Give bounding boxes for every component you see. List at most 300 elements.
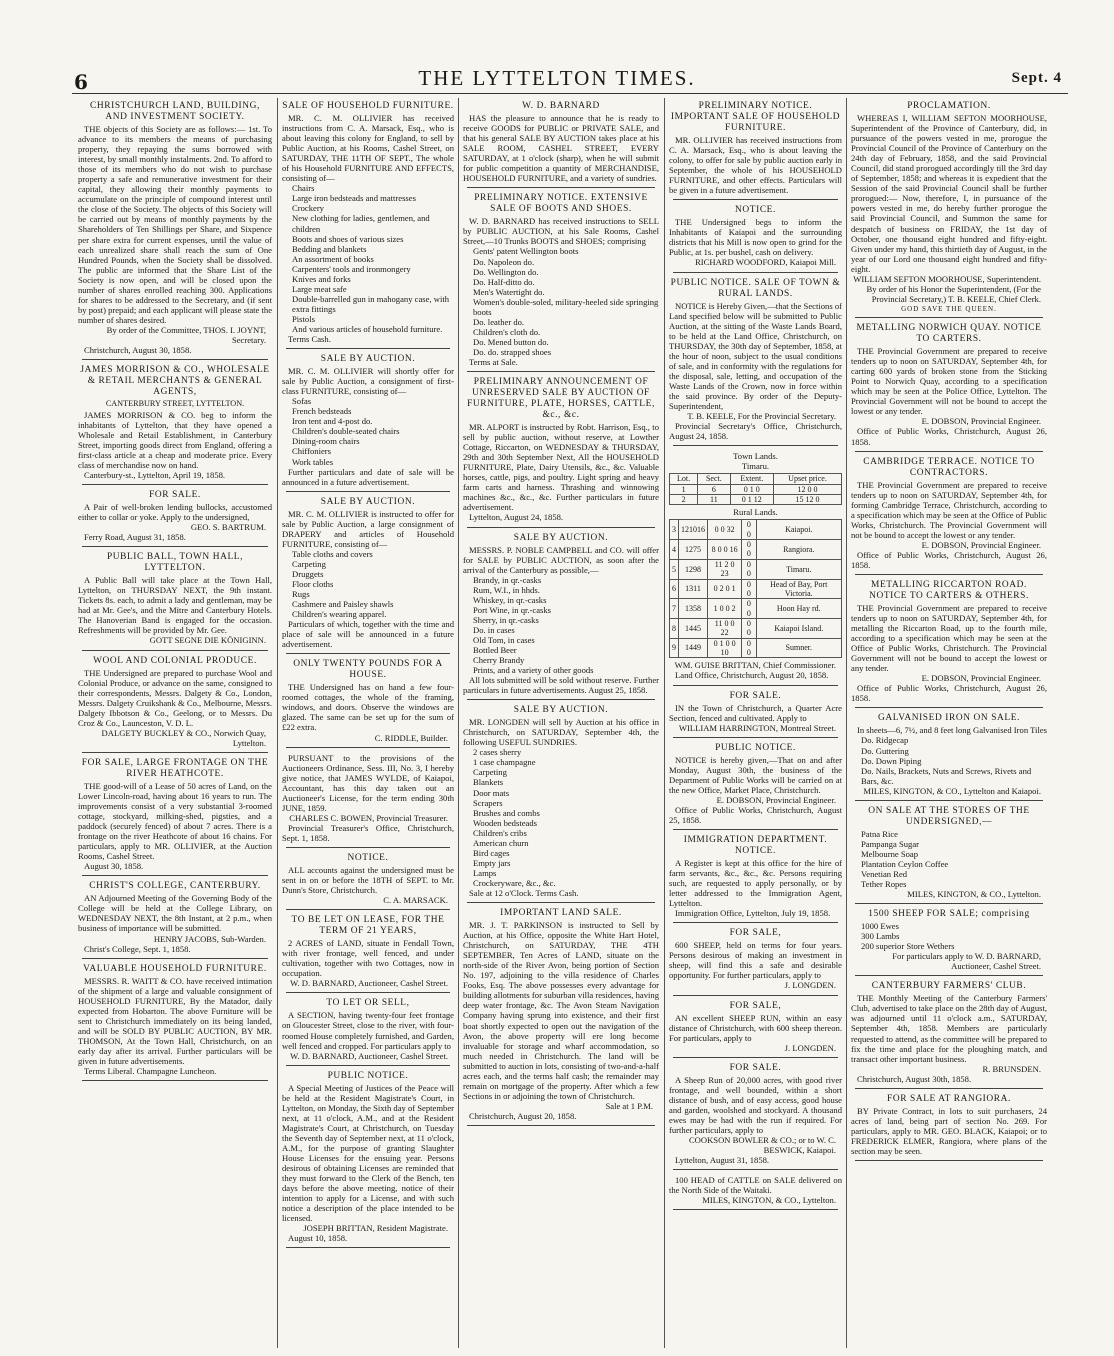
list-item: Bird cages (473, 847, 510, 858)
list-item: Women's double-soled, military-heeled side springing boots (473, 296, 659, 317)
ad-heading: WOOL AND COLONIAL PRODUCE. (93, 655, 257, 666)
ad-signature: J. LONGDEN. (784, 980, 836, 991)
ad-body: HAS the pleasure to announce that he is ready to receive GOODS for PUBLIC or PRIVATE SALE, and that his general SALE BY AUCTION takes place at his SALE ROOM, CASHEL STREET, EVERY SATURDAY, at 1 o'clock (sharp), when he will submit for public competition a quantity of MERCHANDISE, HOUSEHOLD FURNITURE, and a variety of sundries. (463, 113, 659, 184)
list-item: Blankets (473, 777, 504, 788)
ad-heading: CHRISTCHURCH LAND, BUILDING, AND INVESTMENT SOCIETY. (90, 101, 260, 122)
advertisement (851, 806, 1047, 899)
ad-heading: TO BE LET ON LEASE, FOR THE TERM OF 21 YEARS, (291, 915, 445, 937)
ad-heading: PROCLAMATION. (907, 101, 991, 111)
table-cell: 0 0 32 (708, 520, 742, 540)
advertisement (78, 758, 272, 871)
list-item: Druggets (292, 568, 324, 579)
ad-signature: C. A. MARSACK. (383, 895, 448, 906)
table-row (670, 579, 842, 599)
table-row (670, 520, 842, 540)
column-4 (669, 100, 842, 1350)
list-item: Large iron bedsteads and mattresses (292, 193, 416, 204)
list-item: Port Wine, in qr.-casks (473, 604, 552, 615)
ad-signature: E. DOBSON, Provincial Engineer. (921, 539, 1041, 550)
list-item: Work tables (292, 456, 334, 467)
ad-separator (286, 909, 450, 910)
table-cell: Rangiora. (756, 540, 841, 560)
ad-footer: Office of Public Works, Christchurch, August 26, 1858. (851, 549, 1047, 570)
table-cell: 1275 (679, 540, 708, 560)
ad-footer: Christchurch, August 30, 1858. (84, 345, 192, 356)
ad-footer: Lyttelton, August 24, 1858. (469, 512, 564, 523)
list-item: Cashmere and Paisley shawls (292, 599, 394, 610)
list-item: Carpeting (292, 558, 326, 569)
table-cell: 5 (670, 559, 679, 579)
ad-item-list (282, 183, 454, 334)
table-header: Sect. (698, 474, 730, 484)
list-item: Knives and forks (292, 273, 351, 284)
ad-separator (855, 451, 1043, 452)
advertisement (851, 580, 1047, 703)
page-number: 6 (74, 70, 88, 94)
table-cell: 11 (698, 494, 730, 504)
list-item: Empty jars (473, 857, 511, 868)
ad-separator (82, 484, 268, 485)
column-1 (78, 100, 272, 1350)
list-item: New clothing for ladies, gentlemen, and children (292, 213, 430, 234)
ad-separator (286, 1247, 450, 1248)
list-item: Cherry Brandy (473, 655, 525, 666)
ad-separator (673, 1057, 838, 1058)
ad-signature: E. DOBSON, Provincial Engineer. (716, 794, 836, 805)
ad-body: In sheets—6, 7½, and 8 feet long Galvanised Iron Tiles (857, 725, 1047, 736)
ad-heading: FOR SALE, (729, 928, 782, 939)
ad-separator (855, 574, 1043, 575)
ad-signature: Sale at 1 P.M. (605, 1100, 653, 1111)
ad-signature: E. DOBSON, Provincial Engineer. (921, 416, 1041, 427)
advertisement (78, 964, 272, 1076)
ad-footer: August 30, 1858. (84, 861, 144, 872)
list-item: Children's cribs (473, 827, 527, 838)
list-item: Men's Watertight do. (473, 286, 545, 297)
list-item: Rugs (292, 589, 310, 600)
table-row (670, 618, 842, 638)
ad-footer: Further particulars and date of sale will be announced in a future advertisement. (282, 466, 454, 487)
ad-heading: CANTERBURY FARMERS' CLUB. (871, 981, 1027, 992)
town-lands-table (669, 473, 842, 505)
table-cell: 3 (670, 520, 679, 540)
list-item: Tether Ropes (861, 879, 907, 889)
ad-signature: JOSEPH BRITTAN, Resident Magistrate. (303, 1223, 448, 1234)
ad-signature: DALGETY BUCKLEY & CO., Norwich Quay, Lyttelton. (101, 727, 266, 748)
advertisement (78, 881, 272, 953)
ad-footer: August 10, 1858. (288, 1233, 348, 1244)
ad-body: NOTICE is Hereby Given,—that the Sections of Land specified below will be submitted to Public Auction, at the sitting of the Waste Lands Board, to be held at the Land Office, Christchurch, on THURSDAY, the 30th day of September, 1858, at the hour of noon, subject to the usual conditions of sale, and in conformity with the regulations for the disposal, sale, letting, and occupation of the Waste Lands of the Crown, now in force within the said province. By order of the Deputy-Superintendent, (669, 300, 842, 411)
table-cell: 0 2 0 1 (708, 579, 742, 599)
column-divider (846, 98, 847, 1348)
ad-heading: METALLING RICCARTON ROAD. NOTICE TO CARTERS & OTHERS. (869, 579, 1029, 601)
list-item: Bottled Beer (473, 644, 517, 655)
column-divider (277, 98, 278, 1348)
ad-footer: Immigration Office, Lyttelton, July 19, 1858. (675, 908, 831, 919)
table-cell: 0 0 (742, 638, 756, 658)
ad-separator (467, 699, 655, 700)
ad-separator (82, 875, 268, 876)
ad-heading: PUBLIC NOTICE. (715, 742, 796, 753)
ad-subheading: CANTERBURY STREET, LYTTELTON. (105, 399, 245, 409)
list-item: Do. Mened button do. (473, 336, 549, 347)
ad-separator (467, 527, 655, 528)
ad-body: W. D. BARNARD has received instructions to SELL by PUBLIC AUCTION, at his Sale Rooms, Cashel Street,—10 Trunks BOOTS and SHOES; comprising (463, 216, 659, 247)
list-item: American churn (473, 837, 529, 848)
ad-heading: FOR SALE. (149, 490, 201, 500)
ad-separator (286, 491, 450, 492)
list-item: Melbourne Soap (861, 848, 919, 859)
ad-body: BY Private Contract, in lots to suit purchasers, 24 acres of land, being part of section No. 269. For particulars, apply to MR. GEO. BLACK, Kaiapoi; or to FREDERICK ELMER, Rangiora, where plans of the section may be seen. (851, 1105, 1047, 1156)
ad-heading: PRELIMINARY ANNOUNCEMENT OF UNRESERVED SALE BY AUCTION OF FURNITURE, PLATE, HORSES, CATTLE, &c., &c. (467, 377, 655, 421)
advertisement (282, 354, 454, 487)
ad-heading: FOR SALE. (729, 1062, 782, 1073)
ad-heading: SALE BY AUCTION. (320, 496, 416, 507)
ad-footer: Christchurch, August 20, 1858. (469, 1110, 577, 1121)
list-item: Chiffoniers (292, 446, 331, 457)
ad-heading: FOR SALE, (729, 1000, 782, 1011)
ad-body: THE Undersigned begs to inform the Inhabitants of Kaiapoi and the surrounding districts that his Mill is now open to grind for the Public, at 1s. per bushel, cash on delivery. (669, 217, 842, 258)
ad-body: AN Adjourned Meeting of the Governing Body of the College will be held at the College Library, on WEDNESDAY NEXT, the 8th Instant, at 2 p.m., when business of importance will be submitted. (78, 893, 272, 934)
advertisement (463, 533, 659, 696)
ad-separator (82, 359, 268, 360)
table-row (670, 494, 842, 504)
ad-separator (82, 546, 268, 547)
ad-signature: T. B. KEELE, For the Provincial Secretary. (687, 411, 836, 422)
ad-body: MR. C. M. OLLIVIER has received instructions from C. A. Marsack, Esq., who is about leaving this colony for England, to sell by Public Auction, at his Rooms, Cashel Street, on SATURDAY, THE 11TH OF SEPT., The whole of his Household FURNITURE AND EFFECTS, consisting of— (282, 113, 454, 184)
ad-separator (467, 1125, 655, 1126)
ad-heading: 1500 SHEEP FOR SALE; comprising (868, 909, 1030, 920)
ad-heading: FOR SALE AT RANGIORA. (887, 1093, 1011, 1104)
ad-body: MESSRS. R. WAITT & CO. have received intimation of the shipment of a large and valuable consignment of HOUSEHOLD FURNITURE, By the Matador, daily expected from Hobarton. The above Furniture will be sent to Christchurch immediately on its being landed, and will be SOLD BY PUBLIC AUCTION, BY MR. THOMSON, At the Town Hall, Christchurch, on an early day after its arrival. Further particulars will be given in future advertisements. (78, 975, 272, 1066)
advertisement (669, 928, 842, 990)
ad-signature: W. D. BARNARD, Auctioneer, Cashel Street. (290, 978, 448, 989)
ad-separator (855, 1160, 1043, 1161)
table-row (670, 540, 842, 560)
ad-separator (673, 922, 838, 923)
list-item: Old Tom, in cases (473, 634, 535, 645)
table-title: Town Lands. (733, 451, 778, 462)
ad-footer: Sale at 12 o'Clock. Terms Cash. (469, 888, 579, 898)
ad-separator (673, 199, 838, 200)
list-item: 1 case champagne (473, 757, 536, 768)
ad-signature: By order of the Committee, THOS. I. JOYNT, Secretary. (106, 324, 266, 345)
list-item: 1000 Ewes (861, 921, 899, 932)
ad-separator (855, 903, 1043, 904)
list-item: Table cloths and covers (292, 548, 373, 559)
ad-body: MR. LONGDEN will sell by Auction at his office in Christchurch, on SATURDAY, September 4th, the following USEFUL SUNDRIES. (463, 717, 659, 748)
list-item: Sofas (292, 396, 312, 407)
list-item: Double-barrelled gun in mahogany case, with extra fittings (292, 293, 450, 314)
table-cell: 2 (670, 494, 698, 504)
advertisement (282, 101, 454, 344)
list-item: Do. leather do. (473, 316, 525, 327)
list-item: Carpeting (473, 767, 507, 778)
ad-body: ALL accounts against the undersigned must be sent in on or before the 18TH of SEPT. to Mr. Dunn's Store, Christchurch. (282, 865, 454, 896)
ad-item-list (282, 549, 454, 619)
list-item: Children's cloth do. (473, 326, 541, 337)
table-header: Extent. (730, 474, 773, 484)
advertisement (78, 656, 272, 748)
ad-separator (82, 752, 268, 753)
list-item: An assortment of books (292, 253, 374, 264)
ad-signature: GEO. S. BARTRUM. (190, 522, 266, 533)
ad-footer: Land Office, Christchurch, August 20, 1858. (675, 670, 829, 681)
advertisement (851, 981, 1047, 1083)
ad-signature: R. BRUNSDEN. (982, 1063, 1041, 1074)
ad-separator (286, 992, 450, 993)
ad-signature: WILLIAM SEFTON MOORHOUSE, Superintendent. By order of his Honor the Superintendent, (For the Provincial Secretary,) T. B. KEELE, Chief Clerk. (853, 273, 1041, 304)
ad-signature: GOTT SEGNE DIE KÖNIGINN. (149, 635, 266, 646)
advertisement (78, 552, 272, 645)
advertisement (78, 490, 272, 542)
advertisement (851, 1094, 1047, 1156)
table-cell: 1311 (679, 579, 708, 599)
ad-heading: W. D. BARNARD (522, 101, 600, 111)
ad-body: THE Provincial Government are prepared to receive tenders up to noon on SATURDAY, September 4th, for carting 600 yards of broken stone from the Sticking Point to Norwich Quay, according to a specification which may be seen at the Police Office, Lyttelton. The Provincial Government will not be bound to accept the lowest or any tender. (851, 346, 1047, 417)
header-rule (72, 93, 1068, 94)
ad-separator (286, 1065, 450, 1066)
advertisement (463, 377, 659, 522)
list-item: Pistols (292, 313, 315, 324)
ad-heading: NOTICE. (735, 205, 776, 216)
ad-signature: E. DOBSON, Provincial Engineer. (921, 673, 1041, 684)
list-item: Do. Wellington do. (473, 266, 539, 277)
table-cell: 12 0 0 (774, 484, 842, 494)
list-item: Dining-room chairs (292, 436, 360, 447)
ad-separator (673, 685, 838, 686)
ad-heading: VALUABLE HOUSEHOLD FURNITURE. (83, 963, 267, 974)
table-cell: 8 (670, 618, 679, 638)
ad-footer: Provincial Secretary's Office, Christchurch, August 24, 1858. (669, 421, 842, 442)
table-cell: 8 0 0 16 (708, 540, 742, 560)
ad-item-list (282, 396, 454, 466)
issue-date: Sept. 4 (1011, 70, 1062, 86)
ad-body: AN excellent SHEEP RUN, within an easy distance of Christchurch, with 600 sheep thereon. For particulars, apply to (669, 1012, 842, 1043)
ad-heading: ONLY TWENTY POUNDS FOR A HOUSE. (293, 659, 443, 681)
ad-heading: PRELIMINARY NOTICE. IMPORTANT SALE OF HOUSEHOLD FURNITURE. (670, 101, 841, 133)
column-5 (851, 100, 1047, 1350)
ad-separator (855, 800, 1043, 801)
advertisement (282, 497, 454, 650)
ad-heading: CHRIST'S COLLEGE, CANTERBURY. (89, 881, 261, 892)
advertisement (463, 705, 659, 898)
table-row (670, 559, 842, 579)
ad-separator (673, 1169, 838, 1170)
ad-body: MR. J. T. PARKINSON is instructed to Sell by Auction, at his Office, opposite the White Hart Hotel, Christchurch, on SATURDAY, THE 4TH SEPTEMBER, Ten Acres of LAND, situate on the north-side of the River Avon, being portion of Section No. 197, adjoining to the villa residence of Charles Fooks, Esq. The above possesses every advantage for building allotments for suburban villa residences, having deep water frontage, &c. The Avon Steam Navigation Company having sprung into existence, and their first boat shortly expected to open out the navigation of the Avon, the above property will ere long become invaluable for storage and wharf accommodation, so much needed in Christchurch. The land will be submitted to auction in lots, consisting of two-and-a-half acres each, and the terms half cash; the remainder may remain on mortgage of the property. After which a few Sections in or adjoining the town of Christchurch. (463, 920, 659, 1101)
list-item: Do. Ridgecap (861, 735, 909, 746)
advertisement (669, 835, 842, 918)
table-place: Timaru. (741, 461, 770, 472)
ad-heading: METALLING NORWICH QUAY. NOTICE TO CARTERS. (856, 323, 1042, 345)
list-item: Do. Guttering (861, 745, 909, 756)
ad-body: WHEREAS I, WILLIAM SEFTON MOORHOUSE, Superintendent of the Province of Canterbury, did, in pursuance of the powers vested in me, prorogue the Provincial Council of the Province of Canterbury on the 24th day of February, 1858, and the said Provincial Council, did stand prorogued accordingly till the 3rd day of September, 1858; and whereas it is expedient that the Session of the said Provincial Council shall be further prorogued:— Now, therefore, I, in pursuance of the powers vested in me, do hereby further prorogue the said Provincial Council, and Summon the same for despatch of business on FRIDAY, the 1st day of October, one thousand eight hundred and fifty-eight. Given under my hand, this thirtieth day of August, in the year of our Lord one thousand eight hundred and fifty-eight. (851, 113, 1047, 274)
ad-signature: MILES, KINGTON, & CO., Lyttelton and Kaiapoi. (863, 785, 1041, 796)
list-item: Brushes and combs (473, 807, 540, 818)
ad-heading: IMMIGRATION DEPARTMENT. NOTICE. (683, 834, 828, 856)
list-item: Large meat safe (292, 283, 347, 294)
ad-item-list (851, 921, 1047, 951)
ad-signature: J. LONGDEN. (784, 1042, 836, 1053)
table-header: Lot. (670, 474, 698, 484)
ad-heading: CAMBRIDGE TERRACE. NOTICE TO CONTRACTORS. (863, 456, 1035, 478)
ad-body: A Register is kept at this office for the hire of farm servants, &c., &c., &c. Persons requiring such, are requested to apply personally, or by letter addressed to the Immigration Agent, Lyttelton. (669, 857, 842, 909)
table-cell: 1 (670, 484, 698, 494)
list-item: Venetian Red (861, 868, 908, 879)
list-item: French bedsteads (292, 406, 352, 417)
advertisement (463, 101, 659, 183)
list-item: Do. in cases (473, 624, 515, 635)
ad-separator (673, 737, 838, 738)
ad-heading: PUBLIC BALL, TOWN HALL, LYTTELTON. (106, 552, 244, 574)
rural-lands-table (669, 519, 842, 658)
ad-footer: Office of Public Works, Christchurch, August 25, 1858. (669, 804, 842, 825)
ad-body: MESSRS. P. NOBLE CAMPBELL and CO. will offer for SALE by PUBLIC AUCTION, as soon after the arrival of the Canterbury as possible,— (463, 544, 659, 575)
table-cell: 121016 (679, 520, 708, 540)
ad-footer: Ferry Road, August 31, 1858. (84, 532, 186, 543)
ad-body: THE Monthly Meeting of the Canterbury Farmers' Club, advertised to take place on the 28th day of August, was adjourned until 11 o'clock a.m., SATURDAY, September 4th, 1858. Members are particularly requested to attend, as the committee will be prepared to fix the time and place for the ploughing match, and transact other important business. (851, 993, 1047, 1064)
table-row (670, 599, 842, 619)
table-row (670, 484, 842, 494)
list-item: Do. Down Piping (861, 755, 922, 766)
ad-heading: GALVANISED IRON ON SALE. (877, 713, 1020, 724)
list-item: 300 Lambs (861, 931, 900, 942)
ad-heading: SALE BY AUCTION. (513, 532, 609, 543)
list-item: Brandy, in qr.-casks (473, 574, 542, 585)
list-item: Whiskey, in qr.-casks (473, 594, 547, 605)
ad-body: JAMES MORRISON & CO. beg to inform the inhabitants of Lyttelton, that they have opened a Wholesale and Retail Establishment, in Canterbury Street, importing goods direct from England, offering a first-class article at a cheap and moderate price. Every class of merchandise now on hand. (78, 409, 272, 470)
ad-signature: WM. GUISE BRITTAN, Chief Commissioner. (674, 660, 836, 671)
table-cell: Timaru. (756, 559, 841, 579)
ad-footer: Christ's College, Sept. 1, 1858. (84, 943, 191, 954)
ad-body: IN the Town of Christchurch, a Quarter Acre Section, fenced and cultivated. Apply to (669, 702, 842, 723)
advertisement (282, 998, 454, 1060)
table-cell: 0 1 0 (730, 484, 773, 494)
ad-body: MR. C. M. OLLIVIER will shortly offer for sale by Public Auction, a consignment of first-class FURNITURE, consisting of— (282, 366, 454, 397)
table-cell: 0 1 12 (730, 494, 773, 504)
ad-body: NOTICE is hereby given,—That on and after Monday, August 30th, the business of the Department of Public Works will be carried on at the new Office, Market Place, Christchurch. (669, 754, 842, 795)
list-item: 2 cases sherry (473, 747, 522, 758)
table-cell: 11 2 0 23 (708, 559, 742, 579)
ad-signature: WILLIAM HARRINGTON, Montreal Street. (678, 722, 836, 733)
table-title: Rural Lands. (733, 507, 778, 518)
list-item: Scrapers (473, 797, 503, 808)
table-cell: Hoon Hay rd. (756, 599, 841, 619)
ad-body: 100 HEAD of CATTLE on SALE delivered on the North Side of the Waitaki. (669, 1175, 842, 1196)
list-item: Chairs (292, 183, 315, 194)
ad-item-list (851, 735, 1047, 785)
advertisement (669, 451, 842, 680)
ad-signature: W. D. BARNARD, Auctioneer, Cashel Street. (290, 1050, 448, 1061)
ad-separator (286, 348, 450, 349)
ad-body: THE Provincial Government are prepared to receive tenders up to noon on SATURDAY, September 4th, for forming Cambridge Terrace, Christchurch, according to a specification which may be seen at the Office of Public Works, Christchurch. The Provincial Government will not be bound to accept the lowest or any tender. (851, 479, 1047, 540)
advertisement (669, 278, 842, 442)
table-row (670, 638, 842, 658)
table-cell: Kaiapoi Island. (756, 618, 841, 638)
table-cell: Kaiapoi. (756, 520, 841, 540)
ad-item-list (463, 575, 659, 675)
table-cell: Head of Bay, Port Victoria. (756, 579, 841, 599)
table-cell: 1298 (679, 559, 708, 579)
list-item: Plantation Ceylon Coffee (861, 858, 949, 869)
table-cell: 0 0 (742, 618, 756, 638)
ad-footer: Terms Cash. (288, 334, 331, 345)
masthead-title: THE LYTTELTON TIMES. (418, 66, 696, 90)
column-2 (282, 100, 454, 1350)
ad-separator (467, 371, 655, 372)
ad-heading: FOR SALE. (729, 690, 782, 701)
advertisement (851, 323, 1047, 446)
advertisement (463, 193, 659, 367)
ad-body: A SECTION, having twenty-four feet frontage on Gloucester Street, close to the river, with four-roomed House completely furnished, and Garden, well fenced and cropped. For particulars apply to (282, 1010, 454, 1051)
list-item: Gents' patent Wellington boots (473, 246, 579, 257)
ad-separator (855, 317, 1043, 318)
ad-heading: PRELIMINARY NOTICE. EXTENSIVE SALE OF BOOTS AND SHOES. (474, 193, 648, 215)
ad-heading: PUBLIC NOTICE. (327, 1070, 409, 1081)
advertisement (669, 1175, 842, 1205)
advertisement (669, 205, 842, 267)
ad-body: 2 ACRES of LAND, situate in Fendall Town, with river frontage, well fenced, and under cultivation, together with two Cottages, now in occupation. (282, 938, 454, 979)
advertisement (669, 691, 842, 733)
ad-heading: TO LET OR SELL, (326, 998, 410, 1009)
column-3 (463, 100, 659, 1350)
ad-separator (82, 650, 268, 651)
ad-footer: All lots submitted will be sold without reserve. Further particulars in future advertisements. August 25, 1858. (463, 675, 659, 696)
ad-heading: SALE OF HOUSEHOLD FURNITURE. (282, 101, 454, 111)
ad-crown-line: GOD SAVE THE QUEEN. (901, 304, 997, 313)
ad-separator (467, 187, 655, 188)
list-item: Door mats (473, 787, 510, 798)
table-cell: 6 (698, 484, 730, 494)
ad-footer: Terms at Sale. (469, 356, 518, 367)
ad-item-list (463, 747, 659, 888)
ad-heading: ON SALE AT THE STORES OF THE UNDERSIGNED,— (868, 805, 1030, 827)
ad-signature: COOKSON BOWLER & CO.; or to W. C. BESWICK, Kaiapoi. (688, 1134, 836, 1156)
list-item: Do. Napoleon do. (473, 256, 535, 267)
ad-separator (286, 653, 450, 654)
list-item: Wooden bedsteads (473, 817, 537, 828)
advertisement (282, 753, 454, 843)
advertisement (669, 1001, 842, 1053)
table-cell: 1358 (679, 599, 708, 619)
ad-signature: MILES, KINGTON, & CO., Lyttelton. (702, 1195, 836, 1206)
ad-body: THE good-will of a Lease of 50 acres of Land, on the Lower Lincoln-road, having about 16 years to run. The improvements consist of a very substantial 3-roomed cottage, stockyard, milking-shed, pigsties, and a paddock (securely fenced) of about 7 acres. There is a frontage on the river Heathcote of about 16 chains. For particulars, apply to MR. OLLIVIER, at the Auction Rooms, Cashel Street. (78, 780, 272, 862)
ad-footer: Lyttelton, August 31, 1858. (675, 1155, 770, 1166)
ad-heading: FOR SALE, LARGE FRONTAGE ON THE RIVER HEATHCOTE. (81, 757, 269, 779)
table-header: Upset price. (774, 474, 842, 484)
advertisement (282, 659, 454, 742)
list-item: Do. do. strapped shoes (473, 346, 552, 357)
list-item: Boots and shoes of various sizes (292, 233, 404, 244)
advertisement (851, 713, 1047, 795)
ad-body: THE Provincial Government are prepared to receive tenders up to noon on SATURDAY, September 4th, for metalling the Riccarton Road, up to the fourth mile, according to a specification which may be seen at the Office of Public Works, Christchurch. The Provincial Government will not be bound to accept the lowest or any tender. (851, 602, 1047, 674)
list-item: Children's double-seated chairs (292, 426, 400, 437)
ad-item-list (851, 829, 1047, 889)
list-item: 200 superior Store Wethers (861, 941, 955, 952)
ad-separator (673, 829, 838, 830)
advertisement (282, 915, 454, 988)
ad-heading: PUBLIC NOTICE. SALE OF TOWN & RURAL LANDS. (670, 277, 841, 299)
list-item: Rum, W.I., in hhds. (473, 584, 540, 595)
advertisement (669, 743, 842, 825)
advertisement (851, 457, 1047, 570)
table-cell: 0 0 (742, 599, 756, 619)
table-cell: 15 12 0 (774, 494, 842, 504)
list-item: Do. Nails, Brackets, Nuts and Screws, Rivets and Bars, &c. (861, 765, 1032, 786)
advertisement (463, 908, 659, 1121)
ad-heading: IMPORTANT LAND SALE. (500, 908, 622, 919)
ad-separator (467, 902, 655, 903)
